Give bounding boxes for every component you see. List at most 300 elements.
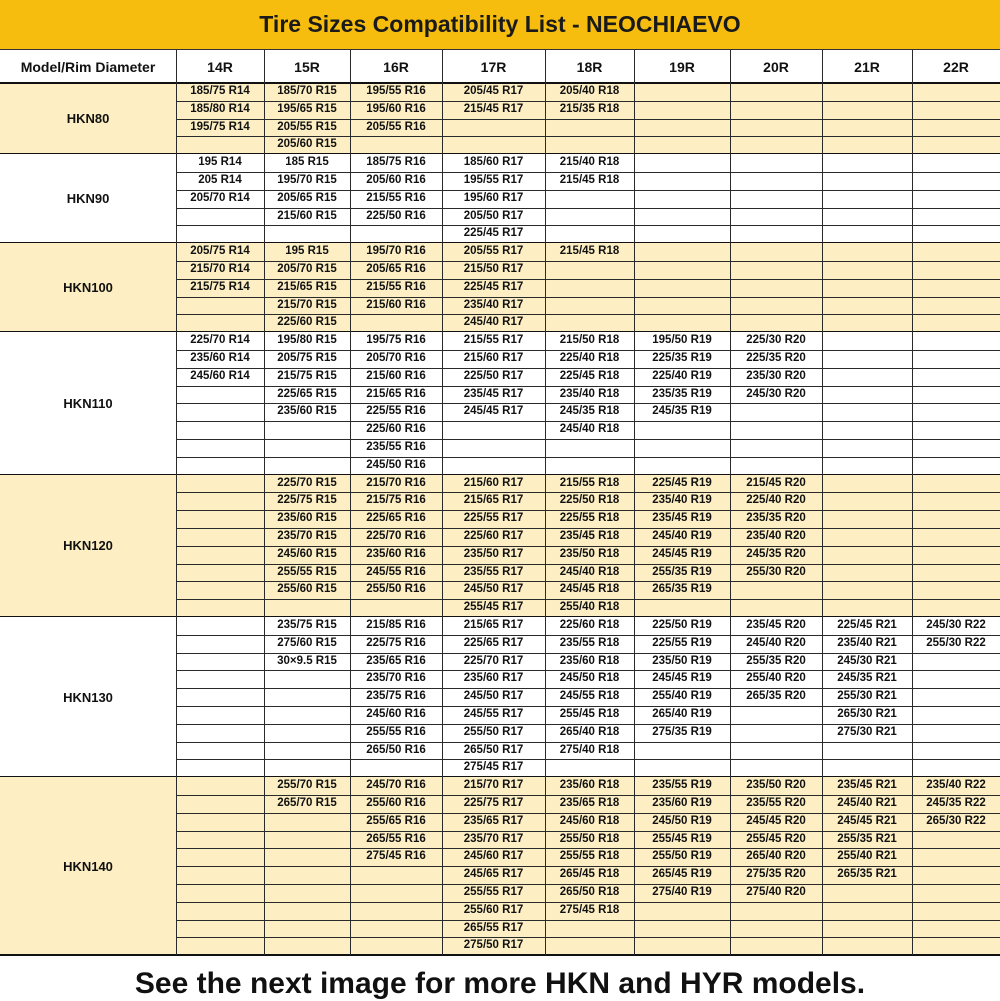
size-cell: 275/35 R20	[746, 868, 806, 881]
size-cell	[545, 225, 634, 243]
size-cell	[545, 920, 634, 938]
row-divider	[176, 510, 1000, 511]
size-cell: 275/30 R21	[837, 725, 897, 738]
size-cell: 265/50 R18	[559, 886, 620, 898]
size-cell: 225/55 R16	[366, 405, 426, 418]
size-cell	[634, 920, 730, 938]
row-divider	[176, 813, 1000, 814]
size-cell: 225/35 R19	[652, 352, 712, 364]
size-cell: 255/40 R20	[746, 672, 806, 685]
size-cell	[730, 759, 822, 777]
row-divider	[176, 564, 1000, 565]
size-cell	[634, 154, 730, 172]
size-cell	[634, 742, 730, 760]
size-cell: 245/45 R19	[652, 547, 712, 560]
size-cell: 235/40 R22	[926, 779, 986, 792]
size-cell: 215/75 R15	[277, 369, 337, 382]
row-divider	[176, 297, 1000, 298]
size-cell	[730, 706, 822, 724]
size-cell	[264, 742, 350, 760]
size-cell	[545, 314, 634, 332]
size-cell	[350, 599, 442, 617]
row-divider	[176, 386, 1000, 387]
size-cell: 195 R15	[285, 245, 329, 258]
size-cell: 255/60 R17	[463, 903, 524, 916]
row-divider	[176, 368, 1000, 369]
row-divider	[176, 546, 1000, 547]
size-cell: 255/35 R20	[746, 654, 806, 667]
size-cell: 215/55 R18	[559, 476, 620, 489]
size-cell	[634, 190, 730, 208]
size-cell: 225/45 R17	[463, 280, 524, 293]
size-cell	[730, 136, 822, 154]
size-cell: 235/75 R15	[277, 619, 337, 631]
size-cell: 215/45 R18	[559, 174, 620, 186]
size-cell	[545, 937, 634, 955]
size-cell	[264, 724, 350, 742]
size-cell	[442, 439, 545, 457]
size-cell	[822, 510, 912, 528]
size-cell: 205/55 R15	[277, 120, 337, 133]
size-cell: 235/55 R20	[746, 797, 806, 809]
size-cell	[264, 884, 350, 902]
size-cell	[634, 279, 730, 297]
size-cell	[730, 83, 822, 101]
size-cell	[176, 546, 264, 564]
size-cell: 225/50 R17	[463, 369, 524, 382]
size-cell	[822, 920, 912, 938]
size-cell: 205/70 R15	[277, 263, 337, 275]
size-cell	[176, 777, 264, 795]
size-cell: 215/65 R16	[366, 387, 426, 400]
size-cell	[350, 866, 442, 884]
size-cell: 205/45 R17	[463, 85, 524, 97]
size-cell	[912, 457, 1000, 475]
size-cell: 215/60 R16	[366, 298, 426, 311]
size-cell: 245/45 R17	[463, 405, 524, 418]
size-cell: 235/60 R16	[366, 547, 426, 560]
size-cell: 235/70 R15	[277, 530, 337, 542]
model-label: HKN80	[66, 111, 110, 127]
size-cell: 195/70 R15	[277, 174, 337, 186]
size-cell: 255/50 R18	[559, 832, 620, 845]
size-cell: 245/55 R17	[463, 708, 524, 720]
size-cell: 265/55 R16	[366, 832, 426, 845]
size-cell	[176, 581, 264, 599]
row-divider	[176, 279, 1000, 280]
size-cell	[634, 136, 730, 154]
size-cell: 185/75 R16	[366, 156, 426, 169]
size-cell: 225/50 R18	[559, 494, 620, 507]
size-cell: 225/30 R20	[746, 334, 806, 347]
size-cell	[822, 492, 912, 510]
size-cell	[730, 261, 822, 279]
size-cell	[176, 510, 264, 528]
size-cell: 215/55 R17	[463, 334, 524, 347]
size-cell	[264, 813, 350, 831]
row-divider	[176, 190, 1000, 191]
size-cell	[730, 457, 822, 475]
size-cell	[264, 848, 350, 866]
row-divider	[176, 724, 1000, 725]
size-cell: 195/60 R16	[366, 102, 426, 115]
size-cell	[545, 297, 634, 315]
size-cell	[264, 225, 350, 243]
row-divider	[176, 831, 1000, 832]
size-cell: 235/45 R19	[652, 512, 712, 525]
column-header: 22R	[912, 50, 1000, 83]
size-cell: 255/50 R19	[652, 850, 712, 863]
size-cell: 255/30 R20	[746, 565, 806, 578]
size-cell	[634, 101, 730, 119]
size-cell	[350, 884, 442, 902]
size-cell: 195/55 R17	[463, 174, 524, 186]
column-header: 19R	[634, 50, 730, 83]
size-cell: 255/30 R21	[837, 690, 897, 703]
size-cell	[822, 475, 912, 493]
size-cell: 245/50 R17	[463, 583, 524, 596]
size-cell	[264, 902, 350, 920]
column-header: 15R	[264, 50, 350, 83]
size-cell	[264, 599, 350, 617]
row-divider	[176, 101, 1000, 102]
size-cell: 245/60 R17	[463, 850, 524, 863]
size-cell: 255/30 R22	[926, 636, 986, 649]
size-cell: 215/40 R18	[559, 156, 620, 169]
corner-header: Model/Rim Diameter	[0, 50, 176, 83]
size-cell	[912, 884, 1000, 902]
size-cell	[264, 920, 350, 938]
size-cell: 215/75 R14	[190, 280, 250, 293]
size-cell: 255/55 R16	[366, 725, 426, 738]
size-cell	[730, 937, 822, 955]
size-cell	[176, 492, 264, 510]
size-cell: 235/60 R14	[190, 352, 250, 364]
size-cell: 265/35 R21	[837, 868, 897, 881]
size-cell: 245/40 R20	[746, 636, 806, 649]
size-cell	[912, 848, 1000, 866]
size-cell: 195/70 R16	[366, 245, 426, 258]
size-cell: 205/75 R14	[190, 245, 250, 258]
size-cell: 235/60 R18	[559, 654, 620, 667]
size-cell	[176, 599, 264, 617]
row-divider	[176, 136, 1000, 137]
column-header: 20R	[730, 50, 822, 83]
size-cell: 235/60 R17	[463, 672, 524, 685]
size-cell	[176, 297, 264, 315]
size-cell: 245/55 R18	[559, 690, 620, 703]
size-cell	[350, 225, 442, 243]
size-cell: 185 R15	[285, 156, 329, 169]
size-cell	[912, 724, 1000, 742]
row-divider	[176, 208, 1000, 209]
row-divider	[176, 653, 1000, 654]
size-cell	[822, 154, 912, 172]
size-cell: 205/55 R16	[366, 120, 426, 133]
size-cell: 30×9.5 R15	[277, 654, 337, 667]
size-cell	[176, 439, 264, 457]
size-cell: 265/30 R22	[926, 814, 986, 827]
size-cell	[822, 439, 912, 457]
size-cell: 235/40 R19	[652, 494, 712, 507]
size-cell: 245/35 R20	[746, 547, 806, 560]
size-cell: 195 R14	[198, 156, 242, 169]
size-cell	[822, 190, 912, 208]
size-cell	[545, 119, 634, 137]
size-cell: 205/40 R18	[559, 85, 620, 97]
size-cell: 195/75 R14	[190, 120, 250, 133]
size-cell	[822, 386, 912, 404]
size-cell	[822, 172, 912, 190]
size-cell: 225/70 R16	[366, 530, 426, 542]
size-cell	[912, 225, 1000, 243]
row-divider	[176, 635, 1000, 636]
size-cell	[264, 759, 350, 777]
size-cell: 215/65 R15	[277, 280, 337, 293]
size-cell	[730, 421, 822, 439]
size-cell: 225/55 R17	[463, 512, 524, 525]
size-cell: 185/75 R14	[190, 85, 250, 97]
size-cell: 275/60 R15	[277, 636, 337, 649]
row-divider	[176, 403, 1000, 404]
size-cell: 235/65 R18	[559, 797, 620, 809]
size-cell	[442, 119, 545, 137]
compatibility-table	[0, 50, 1000, 970]
size-cell	[442, 421, 545, 439]
size-cell	[634, 457, 730, 475]
size-cell: 255/65 R16	[366, 814, 426, 827]
size-cell: 225/40 R19	[652, 369, 712, 382]
size-cell	[912, 421, 1000, 439]
size-cell: 235/65 R16	[366, 654, 426, 667]
size-cell: 255/45 R17	[463, 601, 524, 614]
size-cell	[912, 332, 1000, 350]
size-cell	[912, 653, 1000, 671]
size-cell	[912, 350, 1000, 368]
size-cell: 235/35 R19	[652, 387, 712, 400]
size-cell: 235/60 R15	[277, 405, 337, 418]
size-cell: 225/70 R17	[463, 654, 524, 667]
size-cell	[912, 172, 1000, 190]
size-cell	[822, 902, 912, 920]
size-cell: 225/75 R17	[463, 797, 524, 809]
size-cell	[176, 564, 264, 582]
size-cell: 215/70 R16	[366, 476, 426, 489]
size-cell: 205/60 R15	[277, 138, 337, 151]
size-cell	[442, 136, 545, 154]
size-cell	[822, 243, 912, 261]
page-title: Tire Sizes Compatibility List - NEOCHIAEVO	[0, 0, 1000, 50]
size-cell	[176, 902, 264, 920]
size-cell: 235/50 R18	[559, 547, 620, 560]
size-cell: 255/40 R18	[559, 601, 620, 614]
size-cell	[176, 884, 264, 902]
size-cell: 185/70 R15	[277, 85, 337, 97]
size-cell: 235/75 R16	[366, 690, 426, 703]
row-divider	[176, 314, 1000, 315]
size-cell: 265/55 R17	[463, 921, 524, 934]
size-cell	[822, 403, 912, 421]
size-cell	[176, 670, 264, 688]
size-cell	[912, 902, 1000, 920]
size-cell	[176, 848, 264, 866]
size-cell: 245/40 R18	[559, 423, 620, 436]
size-cell: 265/40 R18	[559, 725, 620, 738]
size-cell: 265/50 R16	[366, 743, 426, 756]
column-header: 18R	[545, 50, 634, 83]
size-cell: 245/50 R16	[366, 458, 426, 471]
size-cell	[912, 119, 1000, 137]
size-cell	[176, 688, 264, 706]
size-cell	[442, 457, 545, 475]
size-cell	[264, 866, 350, 884]
size-cell	[176, 653, 264, 671]
size-cell	[730, 742, 822, 760]
size-cell	[822, 261, 912, 279]
size-cell	[634, 759, 730, 777]
row-divider	[176, 920, 1000, 921]
size-cell	[822, 564, 912, 582]
size-cell: 205/70 R16	[366, 352, 426, 364]
size-cell	[822, 101, 912, 119]
size-cell	[822, 937, 912, 955]
size-cell	[634, 225, 730, 243]
size-cell	[822, 83, 912, 101]
size-cell: 235/70 R17	[463, 832, 524, 845]
size-cell	[545, 279, 634, 297]
size-cell: 265/35 R19	[652, 583, 712, 596]
size-cell	[545, 261, 634, 279]
size-cell	[730, 225, 822, 243]
size-cell: 215/35 R18	[559, 102, 620, 115]
column-divider	[442, 50, 443, 955]
size-cell	[634, 208, 730, 226]
size-cell: 225/65 R15	[277, 387, 337, 400]
size-cell	[822, 225, 912, 243]
size-cell: 225/65 R17	[463, 636, 524, 649]
size-cell	[822, 368, 912, 386]
size-cell: 225/50 R19	[652, 619, 712, 631]
size-cell: 275/40 R19	[652, 886, 712, 898]
size-cell	[730, 920, 822, 938]
size-cell	[545, 208, 634, 226]
size-cell: 235/45 R20	[746, 619, 806, 631]
size-cell	[912, 742, 1000, 760]
size-cell: 255/70 R15	[277, 779, 337, 792]
column-divider	[730, 50, 731, 955]
size-cell	[730, 599, 822, 617]
size-cell	[822, 279, 912, 297]
size-cell: 215/50 R17	[463, 263, 524, 275]
size-cell	[730, 243, 822, 261]
size-cell: 235/60 R18	[559, 779, 620, 792]
size-cell	[822, 350, 912, 368]
size-cell: 215/75 R16	[366, 494, 426, 507]
size-cell	[264, 937, 350, 955]
row-divider	[176, 599, 1000, 600]
size-cell: 235/55 R18	[559, 636, 620, 649]
column-divider	[634, 50, 635, 955]
size-cell: 215/50 R18	[559, 334, 620, 347]
size-cell: 265/35 R20	[746, 690, 806, 703]
size-cell: 195/55 R16	[366, 85, 426, 97]
size-cell: 225/60 R16	[366, 423, 426, 436]
size-cell: 265/40 R19	[652, 708, 712, 720]
size-cell: 245/45 R19	[652, 672, 712, 685]
size-cell: 205/55 R17	[463, 245, 524, 258]
size-cell: 205/75 R15	[277, 352, 337, 364]
column-divider	[350, 50, 351, 955]
size-cell: 275/40 R18	[559, 743, 620, 756]
size-cell	[176, 742, 264, 760]
size-cell: 245/35 R22	[926, 797, 986, 809]
size-cell	[176, 813, 264, 831]
model-label: HKN110	[63, 395, 113, 411]
size-cell	[176, 724, 264, 742]
size-cell: 215/60 R16	[366, 369, 426, 382]
size-cell: 245/30 R20	[746, 387, 806, 400]
size-cell	[912, 154, 1000, 172]
size-cell	[264, 439, 350, 457]
size-cell	[822, 546, 912, 564]
size-cell: 275/50 R17	[463, 939, 524, 952]
size-cell: 215/70 R14	[190, 263, 250, 275]
size-cell: 225/60 R15	[277, 316, 337, 329]
group-divider	[0, 954, 1000, 956]
size-cell	[176, 386, 264, 404]
size-cell	[634, 119, 730, 137]
size-cell: 225/45 R21	[837, 619, 897, 631]
size-cell: 225/65 R16	[366, 512, 426, 525]
size-cell: 195/60 R17	[463, 191, 524, 204]
size-cell: 235/45 R17	[463, 387, 524, 400]
size-cell: 235/65 R17	[463, 814, 524, 827]
size-cell	[264, 670, 350, 688]
row-divider	[176, 261, 1000, 262]
size-cell	[176, 635, 264, 653]
size-cell: 245/55 R16	[366, 565, 426, 578]
size-cell	[822, 208, 912, 226]
size-cell: 215/45 R20	[746, 476, 806, 489]
size-cell: 245/30 R22	[926, 619, 986, 631]
size-cell: 265/50 R17	[463, 743, 524, 756]
size-cell	[912, 190, 1000, 208]
row-divider	[176, 350, 1000, 351]
column-divider	[264, 50, 265, 955]
size-cell	[730, 190, 822, 208]
size-cell: 195/80 R15	[277, 334, 337, 347]
size-cell: 225/75 R15	[277, 494, 337, 507]
size-cell	[730, 314, 822, 332]
size-cell	[822, 742, 912, 760]
size-cell: 195/50 R19	[652, 334, 712, 347]
size-cell: 255/55 R18	[559, 850, 620, 863]
size-cell	[264, 457, 350, 475]
column-header: 17R	[442, 50, 545, 83]
size-cell	[176, 475, 264, 493]
row-divider	[176, 795, 1000, 796]
size-cell: 225/35 R20	[746, 352, 806, 364]
size-cell: 235/40 R18	[559, 387, 620, 400]
size-cell: 235/40 R20	[746, 530, 806, 542]
model-label: HKN130	[63, 689, 113, 705]
size-cell	[350, 759, 442, 777]
row-divider	[176, 225, 1000, 226]
size-cell	[730, 403, 822, 421]
model-label: HKN90	[66, 191, 110, 207]
column-divider	[545, 50, 546, 955]
size-cell	[912, 706, 1000, 724]
